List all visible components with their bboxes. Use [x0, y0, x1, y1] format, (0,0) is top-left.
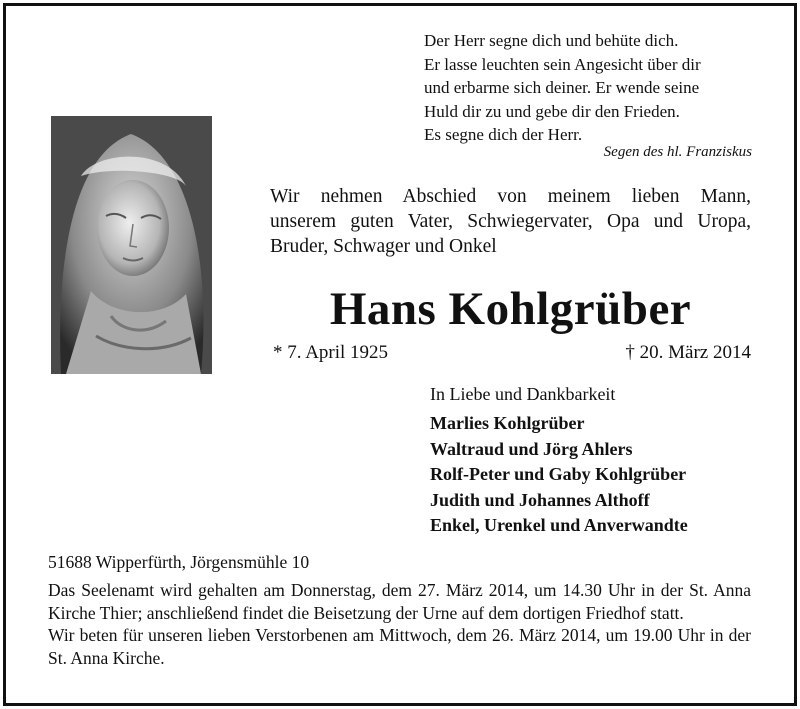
mourner-name: Enkel, Urenkel und Anverwandte: [430, 515, 688, 535]
blessing-line: und erbarme sich deiner. Er wende seine: [424, 78, 700, 97]
death-date: † 20. März 2014: [625, 342, 751, 363]
birth-date: * 7. April 1925: [273, 342, 389, 363]
notice-paragraph: Das Seelenamt wird gehalten am Donnerstag, dem 27. März 2014, um 14.30 Uhr in der St. Anna Kirche Thier; anschließend findet die Beisetzung der Urne auf dem dortigen Friedhof statt.: [48, 580, 751, 623]
intro-line: Wir nehmen Abschied von meinem lieben Mann,: [270, 186, 751, 207]
blessing-source: Segen des hl. Franziskus: [603, 144, 752, 160]
intro-line: Bruder, Schwager und Onkel: [270, 236, 497, 257]
farewell-intro: [270, 184, 751, 259]
blessing-text: [424, 29, 764, 147]
intro-line: unserem guten Vater, Schwiegervater, Opa und Uropa,: [270, 211, 751, 232]
mourner-name: Rolf-Peter und Gaby Kohlgrüber: [430, 464, 687, 484]
blessing-line: Huld dir zu und gebe dir den Frieden.: [424, 101, 680, 121]
mourner-name: Waltraud und Jörg Ahlers: [430, 438, 633, 459]
blessing-line: Es segne dich der Herr.: [424, 125, 583, 144]
blessing-line: Der Herr segne dich und behüte dich.: [424, 31, 679, 50]
mourners-list: [430, 411, 688, 539]
mourners-heading: In Liebe und Dankbarkeit: [430, 384, 616, 404]
blessing-line: Er lasse leuchten sein Angesicht über dir: [424, 54, 701, 74]
mourner-name: Marlies Kohlgrüber: [430, 413, 585, 433]
service-notice: [48, 579, 751, 669]
family-address: 51688 Wipperfürth, Jörgensmühle 10: [48, 552, 310, 572]
notice-paragraph: Wir beten für unseren lieben Verstorbenen am Mittwoch, dem 26. März 2014, um 19.00 Uhr in der St. Anna Kirche.: [48, 625, 751, 668]
mourner-name: Judith und Johannes Althoff: [430, 489, 650, 510]
deceased-name: Hans Kohlgrüber: [329, 283, 692, 335]
madonna-portrait-photo: [51, 116, 212, 374]
madonna-portrait-icon: [51, 116, 212, 374]
